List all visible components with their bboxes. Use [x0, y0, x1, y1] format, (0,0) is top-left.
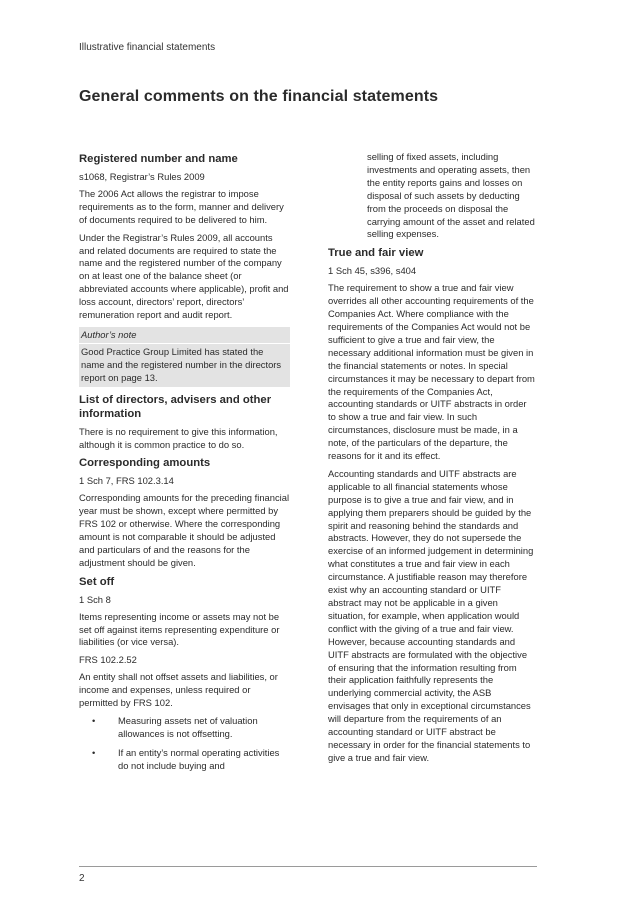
page-title: General comments on the financial statements: [79, 88, 439, 105]
left-column: [79, 152, 290, 779]
section-heading-corresponding-amounts: Corresponding amounts: [79, 457, 211, 470]
section-heading-registered-number: Registered number and name: [79, 153, 238, 165]
list-item-text: If an entity’s normal operating activities do not include buying and: [118, 746, 280, 771]
paragraph: Accounting standards and UITF abstracts are applicable to all financial statements whose purpose is to give a true and fair view, and in applying them preparers should be guided by the spirit and reasoning behind the standards and abstracts. However, they do not supersede the exercise of an informed judgement in determining what constitutes a true and fair view in each circumstance. A justifiable reason may therefore exist why an accounting standard or UITF abstract may not be applicable in a given situation, for example, when application would conflict with the giving of a true and fair view. However, because accounting standards and UITF abstracts are formulated with the objective of ensuring that the information resulting from their application faithfully represents the underlying commercial activity, the ASB envisages that only in exceptional circumstances will departure from the requirements of an accounting standard or UITF abstract be necessary in order for the financial statements to give a true and fair view.: [328, 467, 534, 763]
list-item-text: Measuring assets net of valuation allowances is not offsetting.: [118, 715, 258, 739]
section-reference: 1 Sch 8: [79, 593, 111, 605]
section-reference: 1 Sch 45, s396, s404: [328, 265, 417, 277]
paragraph: Under the Registrar’s Rules 2009, all accounts and related documents are required to state the name and the registered number of the company on at least one of the balance sheet (or abbreviated accounts where applicable), profit and loss account, directors’ report, directors’ remuneration report and audit report.: [79, 231, 289, 321]
authors-note-box: [79, 327, 290, 387]
page-number: 2: [79, 873, 85, 884]
paragraph: Corresponding amounts for the preceding financial year must be shown, except where permitted by FRS 102 or otherwise. Where the corresponding amount is not comparable it should be adjusted and particulars of and the reasons for the adjustment should be given.: [79, 492, 290, 568]
section-reference: 1 Sch 7, FRS 102.3.14: [79, 475, 174, 487]
bullet-continuation: selling of fixed assets, including investments and operating assets, then the entity reports gains and losses on disposal of such assets by deducting from the proceeds on disposal the carrying amount of the asset and related selling expenses.: [367, 151, 535, 240]
bullet-icon: •: [92, 746, 96, 758]
paragraph: Items representing income or assets may not be set off against items representing expenditure or liabilities (or vice versa).: [79, 610, 280, 648]
bullet-icon: •: [92, 715, 96, 726]
right-column: [328, 151, 536, 770]
bullet-list: [79, 715, 290, 773]
authors-note-heading: Author’s note: [79, 327, 290, 344]
paragraph: An entity shall not offset assets and liabilities, or income and expenses, unless required or permitted by FRS 102.: [79, 671, 278, 709]
section-heading-list-of-directors: List of directors, advisers and other information: [79, 393, 272, 420]
paragraph: The requirement to show a true and fair view overrides all other accounting requirements of the Companies Act. Where compliance with the requirements of the Companies Act would not be sufficient to give a true and fair view, the necessary additional information must be given in the financial statements or notes. In special circumstances it may be necessary to depart from the requirements of the Companies Act, accounting standards or UITF abstracts in order to show a true and fair view. In such circumstances, disclosure must be made, in a note, of the particulars of the departure, the reasons for it and its effect.: [328, 282, 535, 462]
paragraph: The 2006 Act allows the registrar to impose requirements as to the form, manner and delivery of documents required to be delivered to him.: [79, 187, 284, 225]
section-reference: FRS 102.2.52: [79, 654, 137, 666]
footer-divider: [79, 866, 537, 867]
section-reference: s1068, Registrar’s Rules 2009: [79, 171, 205, 182]
list-item: [79, 747, 290, 773]
section-heading-true-and-fair-view: True and fair view: [328, 247, 424, 260]
paragraph: There is no requirement to give this information, although it is common practice to do so.: [79, 425, 278, 450]
authors-note-body: Good Practice Group Limited has stated the name and the registered number in the directors report on page 13.: [81, 345, 282, 383]
section-heading-set-off: Set off: [79, 575, 115, 588]
list-item: [79, 715, 290, 741]
running-header: Illustrative financial statements: [79, 42, 216, 53]
